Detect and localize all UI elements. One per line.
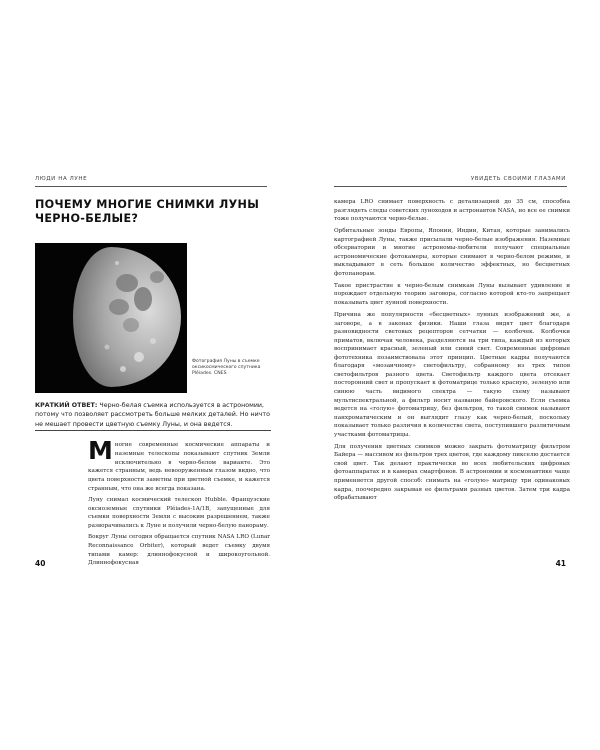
body-text-right [334,198,570,506]
article-title: ПОЧЕМУ МНОГИЕ СНИМКИ ЛУНЫ ЧЕРНО-БЕЛЫЕ? [35,198,260,225]
page-number-left: 40 [35,559,46,568]
running-head-right: УВИДЕТЬ СВОИМИ ГЛАЗАМИ [470,176,566,182]
paragraph-text: ногие современные космические аппараты и наземные телескопы показывают спутник Земли исключительно в черно-белом варианте. Это кажется странным, ведь невооруженным глазом видно, что цвета поверхности заметны при цветной съемке, и кажется странным, что она же всегда показана. [88,442,270,492]
body-paragraph [88,436,270,494]
body-text-left [88,436,270,570]
body-paragraph: Такое пристрастие к черно-белым снимкам Луны вызывает удивление и порождает отдельную теорию заговора, согласно которой кто-то запрещает показывать цвет лунной поверхности. [334,282,570,307]
drop-cap: М [88,436,113,465]
body-paragraph: камера LRO снимает поверхность с детализацией до 35 см, способна разглядеть следы советских луноходов и астронавтов NASA, но все ее снимки тоже получаются черно-белые. [334,199,570,223]
header-rule-right [334,186,567,187]
body-paragraph: Луну снимал космический телескоп Hubble. Французские оксиоземные спутники Pléiades-1A/1B, запущенные для съемки поверхности Земли с высоким разрешением, также разворачивались к Луне и получили черно-белую панораму. [88,496,270,530]
photo-caption: Фотография Луны в съемке оксикосмического спутника Pléiades. CNES [192,359,261,376]
running-head-left: ЛЮДИ НА ЛУНЕ [35,176,88,182]
body-paragraph: Для получения цветных снимков можно закрыть фотоматрицу фильтром Байера — массивом из фильтров трех цветов, где каждому пикселю достается свой цвет. Так делают практически во всех любительских цифровых фотоаппаратах и в камерах смартфонов. В астрономии и космонавтике чаще применяется другой способ: снимать на «голую» матрицу три одинаковых кадра, поочередно закрывая ее фильтрами разных цветов. Затем три кадра обрабатывают [334,443,570,502]
header-rule-left [35,186,267,187]
body-paragraph: Орбитальные зонды Европы, Японии, Индии, Китая, которые занимались картографией Луны, также присылали черно-белые изображения. Наземные обсерватории и многие астрономы-любители получают специальные астрономические фотокамеры, которые снимают в черно-белом режиме, и выкладывают в сеть большое количество эффектных, но бесцветных фотопанорам. [334,228,570,277]
section-divider [35,430,271,431]
moon-photo [35,243,187,393]
short-answer [35,401,271,429]
short-answer-text: Черно-белая съемка используется в астрономии, потому что позволяет рассмотреть больше мелких деталей. Но ничто не мешает провести цветную съемку Луны, и она ведется. [35,402,270,428]
body-paragraph: Вокруг Луны сегодня обращается спутник NASA LRO (Lunar Reconnaissance Orbiter), который ведет съемку двумя типами камер: длиннофокусной и широкоугольной. Длиннофокусная [88,533,270,567]
body-paragraph: Причина же популярности «бесцветных» лунных изображений же, а заговоре, а в законах физики. Наши глаза видят цвет благодаря разновидности световых рецепторов сетчатки — колбочек. Колбочки приматов, включая человека, разделяются на три типа, каждый из которых воспринимает красный, зеленый или синий свет. Современные цифровые фототехника позаимствовала этот принцип. Цветные кадры получаются благодаря «мозаичному» светофильтру, собранному из трех типов светофильтров разного цвета. Светофильтр каждого цвета отсекает посторонний свет и пропускает к фотоматрице только красную, зеленую или синюю часть видимого спектра — такую схему называют мультиспектральной, а фильтр носит название байеровского. Если съемка ведется на «голую» фотоматрицу, без фильтров, то такой снимок называют панхроматическим и он выглядит глазу как черно-белый, поскольку показывает только различия в количестве света, поступившего разлитичным участками фотоматрицы. [334,312,570,438]
moon-image [35,243,187,393]
right-page [300,0,600,750]
page-number-right: 41 [555,559,566,568]
short-answer-lead: КРАТКИЙ ОТВЕТ: [35,402,98,409]
